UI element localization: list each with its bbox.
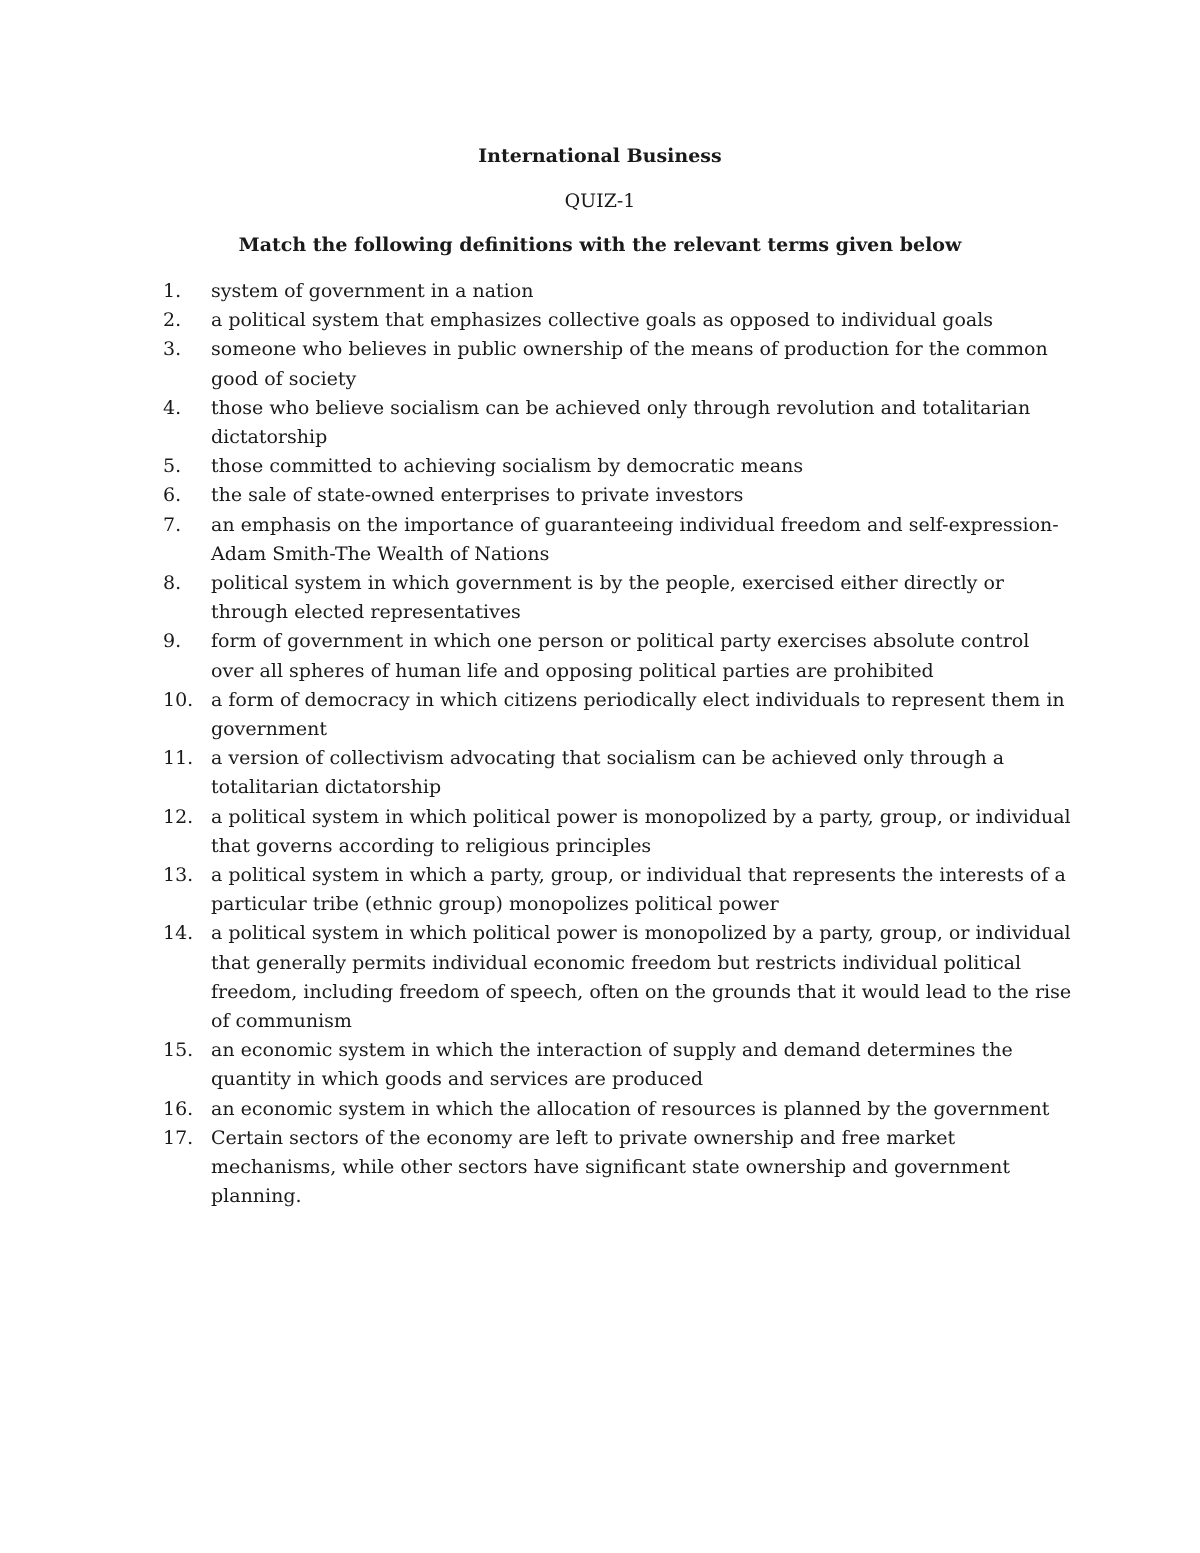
list-item [163, 335, 1073, 393]
item-text: a version of collectivism advocating that socialism can be achieved only through a totalitarian dictatorship [211, 747, 1005, 799]
item-text: a form of democracy in which citizens periodically elect individuals to represent them in government [211, 688, 1065, 741]
list-item [163, 919, 1073, 1036]
item-number: 17. [163, 1126, 194, 1149]
list-item [163, 627, 1073, 685]
list-item [163, 511, 1073, 569]
quiz-label: QUIZ-1 [564, 190, 636, 212]
item-text: a political system in which political power is monopolized by a party, group, or individual that generally permits individual economic freedom but restricts individual political freedom, including freedom of speech, often on the grounds that it would lead to the rise of communism [211, 922, 1072, 1033]
item-text: system of government in a nation [211, 280, 534, 302]
item-number: 3. [163, 338, 182, 361]
list-item [163, 1095, 1073, 1124]
item-number: 1. [163, 280, 182, 302]
item-text: a political system that emphasizes collective goals as opposed to individual goals [211, 309, 994, 332]
item-text: the sale of state-owned enterprises to private investors [211, 484, 744, 507]
item-number: 9. [163, 630, 182, 653]
definitions-list [163, 277, 1073, 1212]
item-text: someone who believes in public ownership of the means of production for the common good of society [211, 338, 1048, 390]
item-number: 13. [163, 864, 194, 887]
quiz-instruction: Match the following definitions with the relevant terms given below [238, 234, 962, 256]
item-number: 2. [163, 309, 182, 332]
item-text: political system in which government is by the people, exercised either directly or through elected representatives [211, 572, 1004, 624]
list-item [163, 1124, 1073, 1212]
item-text: those committed to achieving socialism by democratic means [211, 455, 804, 478]
item-text: an economic system in which the allocation of resources is planned by the government [211, 1097, 1050, 1120]
item-number: 10. [163, 688, 194, 711]
item-text: Certain sectors of the economy are left to private ownership and free market mechanisms, while other sectors have significant state ownership and government planning. [211, 1126, 1010, 1208]
list-item [163, 452, 1073, 481]
item-text: those who believe socialism can be achieved only through revolution and totalitarian dictatorship [211, 396, 1031, 449]
item-text: an economic system in which the interaction of supply and demand determines the quantity in which goods and services are produced [211, 1039, 1013, 1091]
list-item [163, 803, 1073, 861]
list-item [163, 277, 1073, 306]
item-text: a political system in which political power is monopolized by a party, group, or individual that governs according to religious principles [211, 805, 1071, 857]
item-number: 4. [163, 396, 182, 419]
item-text: a political system in which a party, group, or individual that represents the interests of a particular tribe (ethnic group) monopolizes political power [211, 864, 1066, 916]
item-number: 6. [163, 484, 182, 507]
list-item [163, 306, 1073, 335]
list-item [163, 481, 1073, 510]
item-number: 14. [163, 922, 194, 945]
item-text: an emphasis on the importance of guaranteeing individual freedom and self-expression-Adam Smith-The Wealth of Nations [211, 513, 1059, 565]
item-number: 7. [163, 513, 182, 536]
list-item [163, 744, 1073, 802]
list-item [163, 1036, 1073, 1094]
list-item [163, 686, 1073, 744]
list-item [163, 394, 1073, 452]
document-title: International Business [478, 145, 722, 167]
list-item [163, 861, 1073, 919]
item-number: 12. [163, 805, 194, 828]
item-number: 5. [163, 455, 182, 478]
item-number: 11. [163, 747, 194, 770]
item-number: 16. [163, 1097, 194, 1120]
item-number: 15. [163, 1039, 194, 1062]
item-number: 8. [163, 572, 182, 595]
list-item [163, 569, 1073, 627]
item-text: form of government in which one person or political party exercises absolute control over all spheres of human life and opposing political parties are prohibited [211, 630, 1030, 682]
